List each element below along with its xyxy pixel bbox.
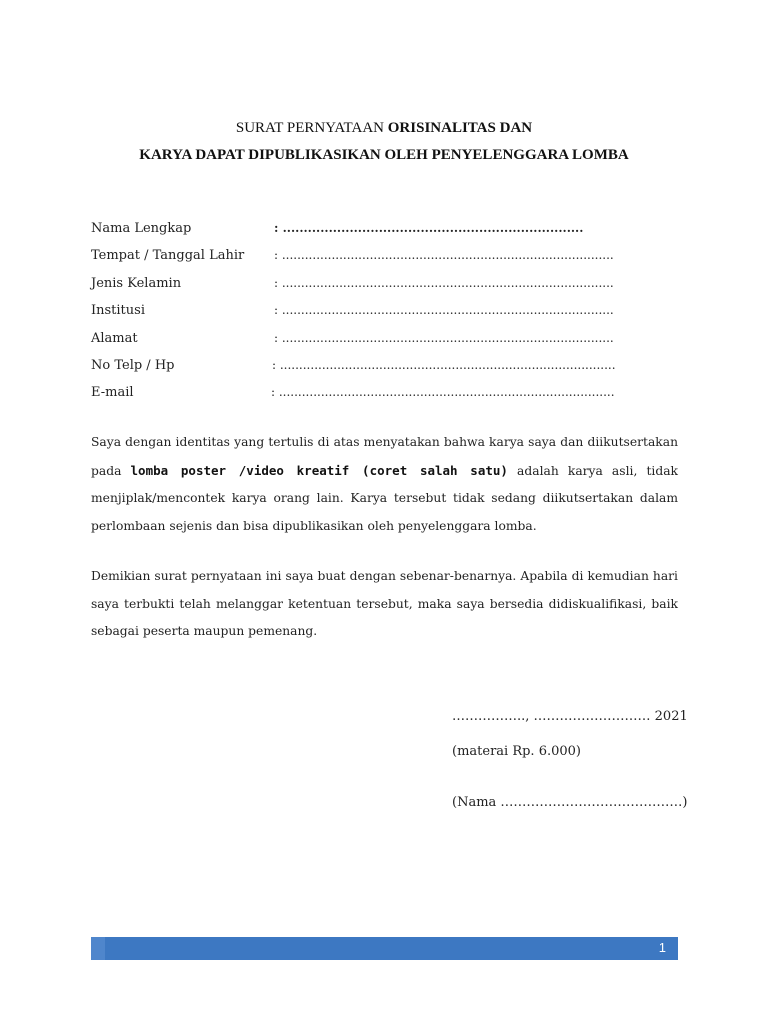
statement-text-1: Saya dengan identitas yang tertulis di atas menyatakan bahwa karya saya dan diikutsertakan pada xyxy=(91,435,678,478)
page-number: 1 xyxy=(658,940,666,955)
title-part-1: SURAT PERNYATAAN xyxy=(235,120,388,136)
field-blank: : ........................................................................ xyxy=(274,221,584,235)
signature-name-line: (Nama ……………………………………) xyxy=(452,795,688,810)
statement-paragraph xyxy=(91,429,678,540)
field-blank: : ....................................................................................... xyxy=(274,276,614,290)
field-label: Institusi xyxy=(91,303,145,318)
statement-text-2: adalah karya asli, tidak menjiplak/mencontek karya orang lain. Karya tersebut tidak sedang diikutsertakan dalam perlombaan sejenis dan bisa dipublikasikan oleh penyelenggara lomba. xyxy=(91,463,678,533)
field-blank: : ....................................................................................... xyxy=(274,303,614,317)
field-label: Alamat xyxy=(91,331,138,346)
field-blank: : ........................................................................................ xyxy=(271,385,615,399)
footer-bar-tab xyxy=(91,937,105,960)
field-label: E-mail xyxy=(91,385,134,400)
field-label: Tempat / Tanggal Lahir xyxy=(91,248,245,263)
closing-paragraph: Demikian surat pernyataan ini saya buat dengan sebenar-benarnya. Apabila di kemudian hari saya terbukti telah melanggar ketentuan tersebut, maka saya bersedia didiskualifikasi, baik sebagai peserta maupun pemenang. xyxy=(91,569,678,638)
document-title-line-2: KARYA DAPAT DIPUBLIKASIKAN OLEH PENYELENGGARA LOMBA xyxy=(139,147,629,163)
title-part-2: ORISINALITAS DAN xyxy=(387,120,533,136)
field-label: Nama Lengkap xyxy=(91,221,192,236)
field-blank: : ....................................................................................... xyxy=(274,331,614,345)
field-blank: : ........................................................................................ xyxy=(272,358,616,372)
field-label: Jenis Kelamin xyxy=(91,276,182,291)
field-label: No Telp / Hp xyxy=(91,358,175,373)
competition-type-highlight: lomba poster /video kreatif (coret salah satu) xyxy=(130,462,508,478)
field-blank: : ....................................................................................... xyxy=(274,248,614,262)
document-title-line-1 xyxy=(0,120,768,137)
place-date-line: …………….., ……………………… 2021 xyxy=(452,709,688,724)
footer-bar xyxy=(91,937,678,960)
materai-note: (materai Rp. 6.000) xyxy=(452,744,581,759)
